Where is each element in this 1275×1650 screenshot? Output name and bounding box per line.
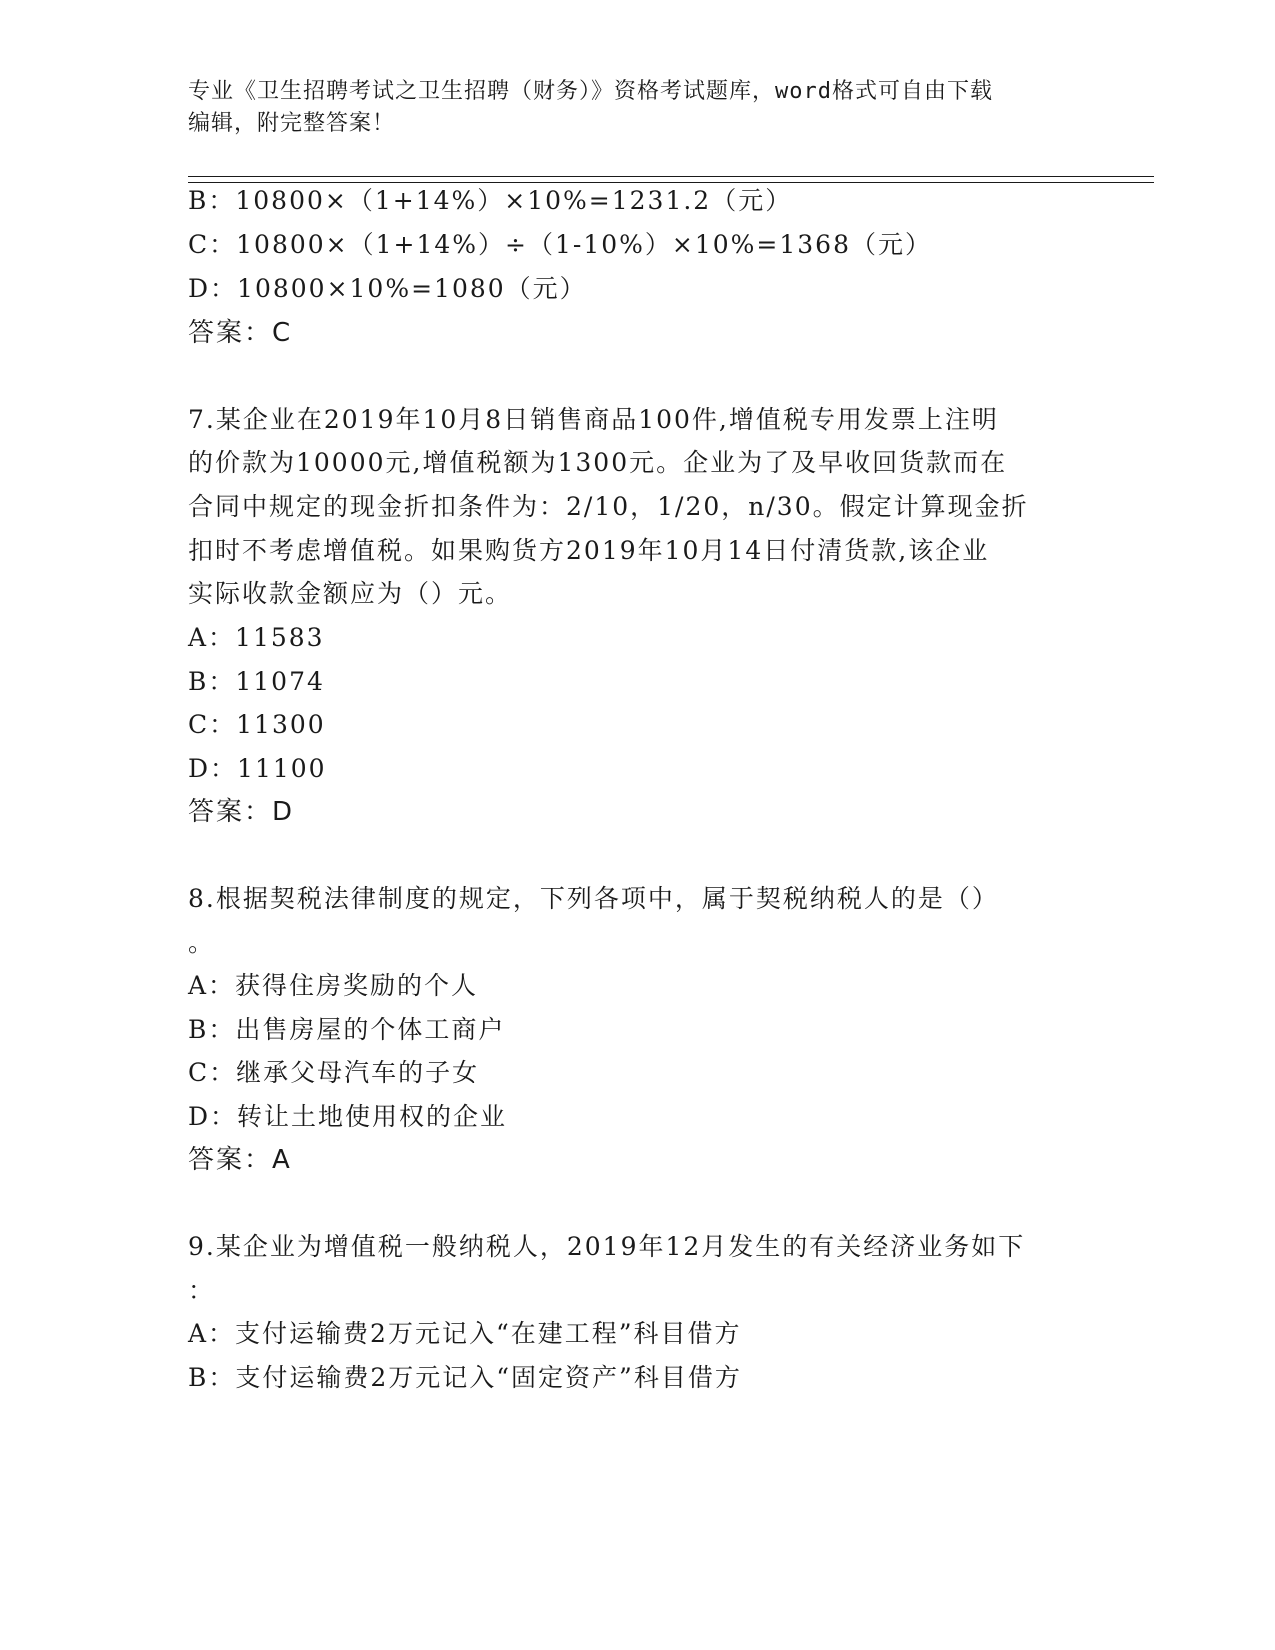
q7-stem-line-3: 合同中规定的现金折扣条件为：2/10，1/20，n/30。假定计算现金折	[188, 492, 1029, 521]
q8-stem-line-1: 8.根据契税法律制度的规定，下列各项中，属于契税纳税人的是（）	[188, 884, 999, 913]
answer-value: D	[272, 797, 294, 827]
q9-option-b: B：支付运输费2万元记入“固定资产”科目借方	[188, 1363, 742, 1392]
q8-answer	[188, 1145, 291, 1175]
q6-option-d: D：10800×10%=1080（元）	[188, 274, 587, 303]
q8-option-a: A：获得住房奖励的个人	[188, 971, 479, 1000]
q9-stem-line-2: ：	[188, 1276, 216, 1305]
q7-option-c: C：11300	[188, 710, 326, 739]
q9-stem-line-1: 9.某企业为增值税一般纳税人，2019年12月发生的有关经济业务如下	[188, 1232, 1026, 1261]
document-header	[188, 76, 1088, 140]
header-divider-bottom	[188, 182, 1154, 183]
q8-option-b: B：出售房屋的个体工商户	[188, 1015, 506, 1044]
header-line-1: 专业《卫生招聘考试之卫生招聘（财务）》资格考试题库，word格式可自由下载	[188, 79, 993, 104]
q7-stem-line-1: 7.某企业在2019年10月8日销售商品100件,增值税专用发票上注明	[188, 405, 999, 434]
q8-option-d: D：转让土地使用权的企业	[188, 1102, 508, 1131]
header-line-2: 编辑，附完整答案！	[188, 111, 396, 136]
q7-stem-line-5: 实际收款金额应为（）元。	[188, 579, 513, 608]
answer-label: 答案：	[188, 797, 273, 827]
q8-stem-line-2: 。	[188, 928, 216, 957]
q8-option-c: C：继承父母汽车的子女	[188, 1058, 480, 1087]
answer-value: A	[272, 1145, 291, 1175]
q7-stem-line-2: 的价款为10000元,增值税额为1300元。企业为了及早收回货款而在	[188, 448, 1008, 477]
q9-option-a: A：支付运输费2万元记入“在建工程”科目借方	[188, 1319, 742, 1348]
answer-value: C	[272, 318, 292, 348]
q7-answer	[188, 797, 293, 827]
answer-label: 答案：	[188, 318, 273, 348]
q6-answer	[188, 318, 291, 348]
header-divider-top	[188, 176, 1154, 177]
q7-option-b: B：11074	[188, 667, 325, 696]
q7-stem-line-4: 扣时不考虑增值税。如果购货方2019年10月14日付清货款,该企业	[188, 536, 990, 565]
q6-option-b: B：10800×（1+14%）×10%=1231.2（元）	[188, 186, 793, 215]
answer-label: 答案：	[188, 1145, 273, 1175]
q7-option-d: D：11100	[188, 754, 327, 783]
q6-option-c: C：10800×（1+14%）÷（1-10%）×10%=1368（元）	[188, 230, 932, 259]
q7-option-a: A：11583	[188, 623, 325, 652]
